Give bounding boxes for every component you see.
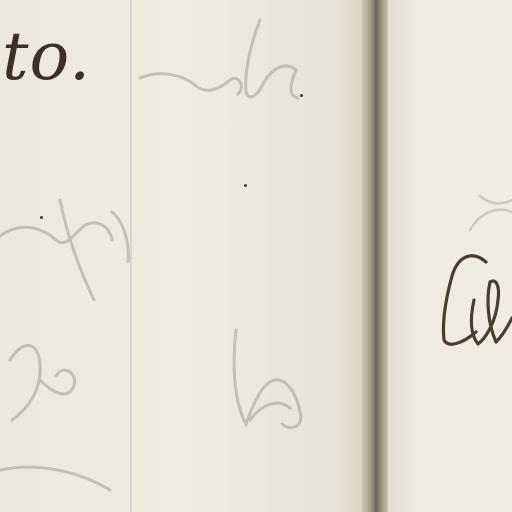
ghost-stroke <box>480 196 512 203</box>
letter-tail-stroke <box>496 318 512 342</box>
ghost-stroke <box>470 210 512 230</box>
capital-letter-stroke <box>443 256 486 344</box>
handwritten-word: to. <box>2 18 92 95</box>
